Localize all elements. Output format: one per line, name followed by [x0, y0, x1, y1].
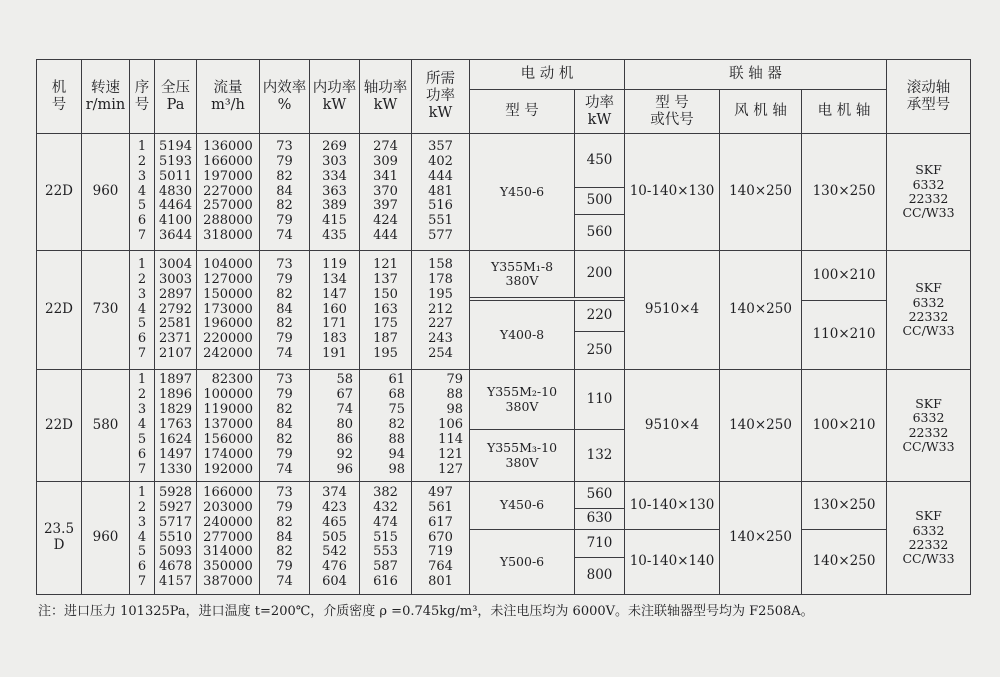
table-row-group-1 — [37, 134, 971, 188]
cell-motor-shaft: 100×210 — [802, 370, 887, 482]
cell-coupling-model: 10-140×130 — [625, 482, 720, 530]
cell-motor-power: 800 — [575, 558, 625, 595]
table-row-group-4 — [37, 482, 971, 509]
fan-performance-table — [36, 59, 971, 595]
cell-spower: 274 309 341 370 397 424 444 — [360, 134, 412, 251]
cell-motor-model: Y450-6 — [470, 482, 575, 530]
cell-speed: 960 — [82, 482, 130, 595]
cell-coupling-model: 10-140×130 — [625, 134, 720, 251]
col-header-speed: 转速 r/min — [82, 60, 130, 134]
cell-fan-shaft: 140×250 — [720, 251, 802, 370]
cell-flow: 136000 166000 197000 227000 257000 288000 318000 — [197, 134, 260, 251]
cell-spower: 61 68 75 82 88 94 98 — [360, 370, 412, 482]
cell-pressure: 1897 1896 1829 1763 1624 1497 1330 — [155, 370, 197, 482]
col-header-pressure: 全压 Pa — [155, 60, 197, 134]
cell-rpower: 357 402 444 481 516 551 577 — [412, 134, 470, 251]
col-header-flow: 流量 m³/h — [197, 60, 260, 134]
cell-machine: 22D — [37, 134, 82, 251]
col-header-motor-group: 电 动 机 — [470, 60, 625, 90]
cell-fan-shaft: 140×250 — [720, 370, 802, 482]
table-row-group-2 — [37, 251, 971, 298]
cell-coupling-model: 9510×4 — [625, 370, 720, 482]
col-header-fan-shaft: 风 机 轴 — [720, 90, 802, 134]
col-header-motor-shaft: 电 机 轴 — [802, 90, 887, 134]
table-row-group-3 — [37, 370, 971, 430]
cell-speed: 960 — [82, 134, 130, 251]
cell-rpower: 158 178 195 212 227 243 254 — [412, 251, 470, 370]
cell-motor-power: 500 — [575, 188, 625, 215]
cell-bearing: SKF 6332 22332 CC/W33 — [887, 134, 971, 251]
cell-speed: 730 — [82, 251, 130, 370]
cell-motor-power: 560 — [575, 215, 625, 251]
cell-seq: 1 2 3 4 5 6 7 — [130, 370, 155, 482]
cell-rpower: 79 88 98 106 114 121 127 — [412, 370, 470, 482]
cell-ipower: 119 134 147 160 171 183 191 — [310, 251, 360, 370]
cell-ipower: 58 67 74 80 86 92 96 — [310, 370, 360, 482]
col-header-motor-model: 型 号 — [470, 90, 575, 134]
cell-pressure: 3004 3003 2897 2792 2581 2371 2107 — [155, 251, 197, 370]
col-header-required-power: 所需 功率 kW — [412, 60, 470, 134]
cell-motor-model: Y450-6 — [470, 134, 575, 251]
cell-motor-shaft: 140×250 — [802, 530, 887, 595]
cell-motor-model: Y500-6 — [470, 530, 575, 595]
table-footnote: 注：进口压力 101325Pa，进口温度 t=200℃，介质密度 ρ =0.745kg/m³，未注电压均为 6000V。未注联轴器型号均为 F2508A。 — [38, 604, 814, 619]
cell-rpower: 497 561 617 670 719 764 801 — [412, 482, 470, 595]
cell-motor-shaft: 130×250 — [802, 134, 887, 251]
col-header-motor-power: 功率 kW — [575, 90, 625, 134]
cell-ipower: 374 423 465 505 542 476 604 — [310, 482, 360, 595]
col-header-shaft-power: 轴功率 kW — [360, 60, 412, 134]
cell-motor-power: 710 — [575, 530, 625, 558]
cell-pressure: 5194 5193 5011 4830 4464 4100 3644 — [155, 134, 197, 251]
cell-eff: 73 79 82 84 82 79 74 — [260, 370, 310, 482]
col-header-seq: 序 号 — [130, 60, 155, 134]
cell-motor-shaft: 130×250 — [802, 482, 887, 530]
cell-bearing: SKF 6332 22332 CC/W33 — [887, 370, 971, 482]
cell-motor-power: 132 — [575, 430, 625, 482]
cell-seq: 1 2 3 4 5 6 7 — [130, 482, 155, 595]
cell-motor-shaft: 100×210 — [802, 251, 887, 301]
cell-motor-model: Y400-8 — [470, 301, 575, 370]
col-header-internal-eff: 内效率 % — [260, 60, 310, 134]
cell-fan-shaft: 140×250 — [720, 134, 802, 251]
col-header-coupling-group: 联 轴 器 — [625, 60, 887, 90]
cell-flow: 82300 100000 119000 137000 156000 174000 192000 — [197, 370, 260, 482]
cell-machine: 22D — [37, 370, 82, 482]
cell-eff: 73 79 82 84 82 79 74 — [260, 482, 310, 595]
cell-spower: 382 432 474 515 553 587 616 — [360, 482, 412, 595]
cell-bearing: SKF 6332 22332 CC/W33 — [887, 482, 971, 595]
cell-ipower: 269 303 334 363 389 415 435 — [310, 134, 360, 251]
cell-seq: 1 2 3 4 5 6 7 — [130, 251, 155, 370]
cell-motor-shaft: 110×210 — [802, 301, 887, 370]
cell-coupling-model: 9510×4 — [625, 251, 720, 370]
cell-motor-power: 110 — [575, 370, 625, 430]
col-header-machine-no: 机 号 — [37, 60, 82, 134]
cell-coupling-model: 10-140×140 — [625, 530, 720, 595]
col-header-internal-power: 内功率 kW — [310, 60, 360, 134]
cell-fan-shaft: 140×250 — [720, 482, 802, 595]
cell-spower: 121 137 150 163 175 187 195 — [360, 251, 412, 370]
cell-eff: 73 79 82 84 82 79 74 — [260, 251, 310, 370]
cell-motor-model: Y355M₃-10 380V — [470, 430, 575, 482]
cell-motor-power: 450 — [575, 134, 625, 188]
col-header-bearing: 滚动轴 承型号 — [887, 60, 971, 134]
cell-motor-power: 250 — [575, 332, 625, 370]
cell-motor-power: 220 — [575, 301, 625, 332]
cell-eff: 73 79 82 84 82 79 74 — [260, 134, 310, 251]
cell-seq: 1 2 3 4 5 6 7 — [130, 134, 155, 251]
cell-motor-power: 200 — [575, 251, 625, 298]
cell-bearing: SKF 6332 22332 CC/W33 — [887, 251, 971, 370]
cell-motor-model: Y355M₁-8 380V — [470, 251, 575, 298]
col-header-coupling-model: 型 号 或代号 — [625, 90, 720, 134]
cell-motor-model: Y355M₂-10 380V — [470, 370, 575, 430]
cell-pressure: 5928 5927 5717 5510 5093 4678 4157 — [155, 482, 197, 595]
cell-motor-power: 560 — [575, 482, 625, 509]
cell-speed: 580 — [82, 370, 130, 482]
cell-machine: 23.5 D — [37, 482, 82, 595]
cell-flow: 104000 127000 150000 173000 196000 220000 242000 — [197, 251, 260, 370]
cell-flow: 166000 203000 240000 277000 314000 350000 387000 — [197, 482, 260, 595]
cell-machine: 22D — [37, 251, 82, 370]
cell-motor-power: 630 — [575, 509, 625, 530]
